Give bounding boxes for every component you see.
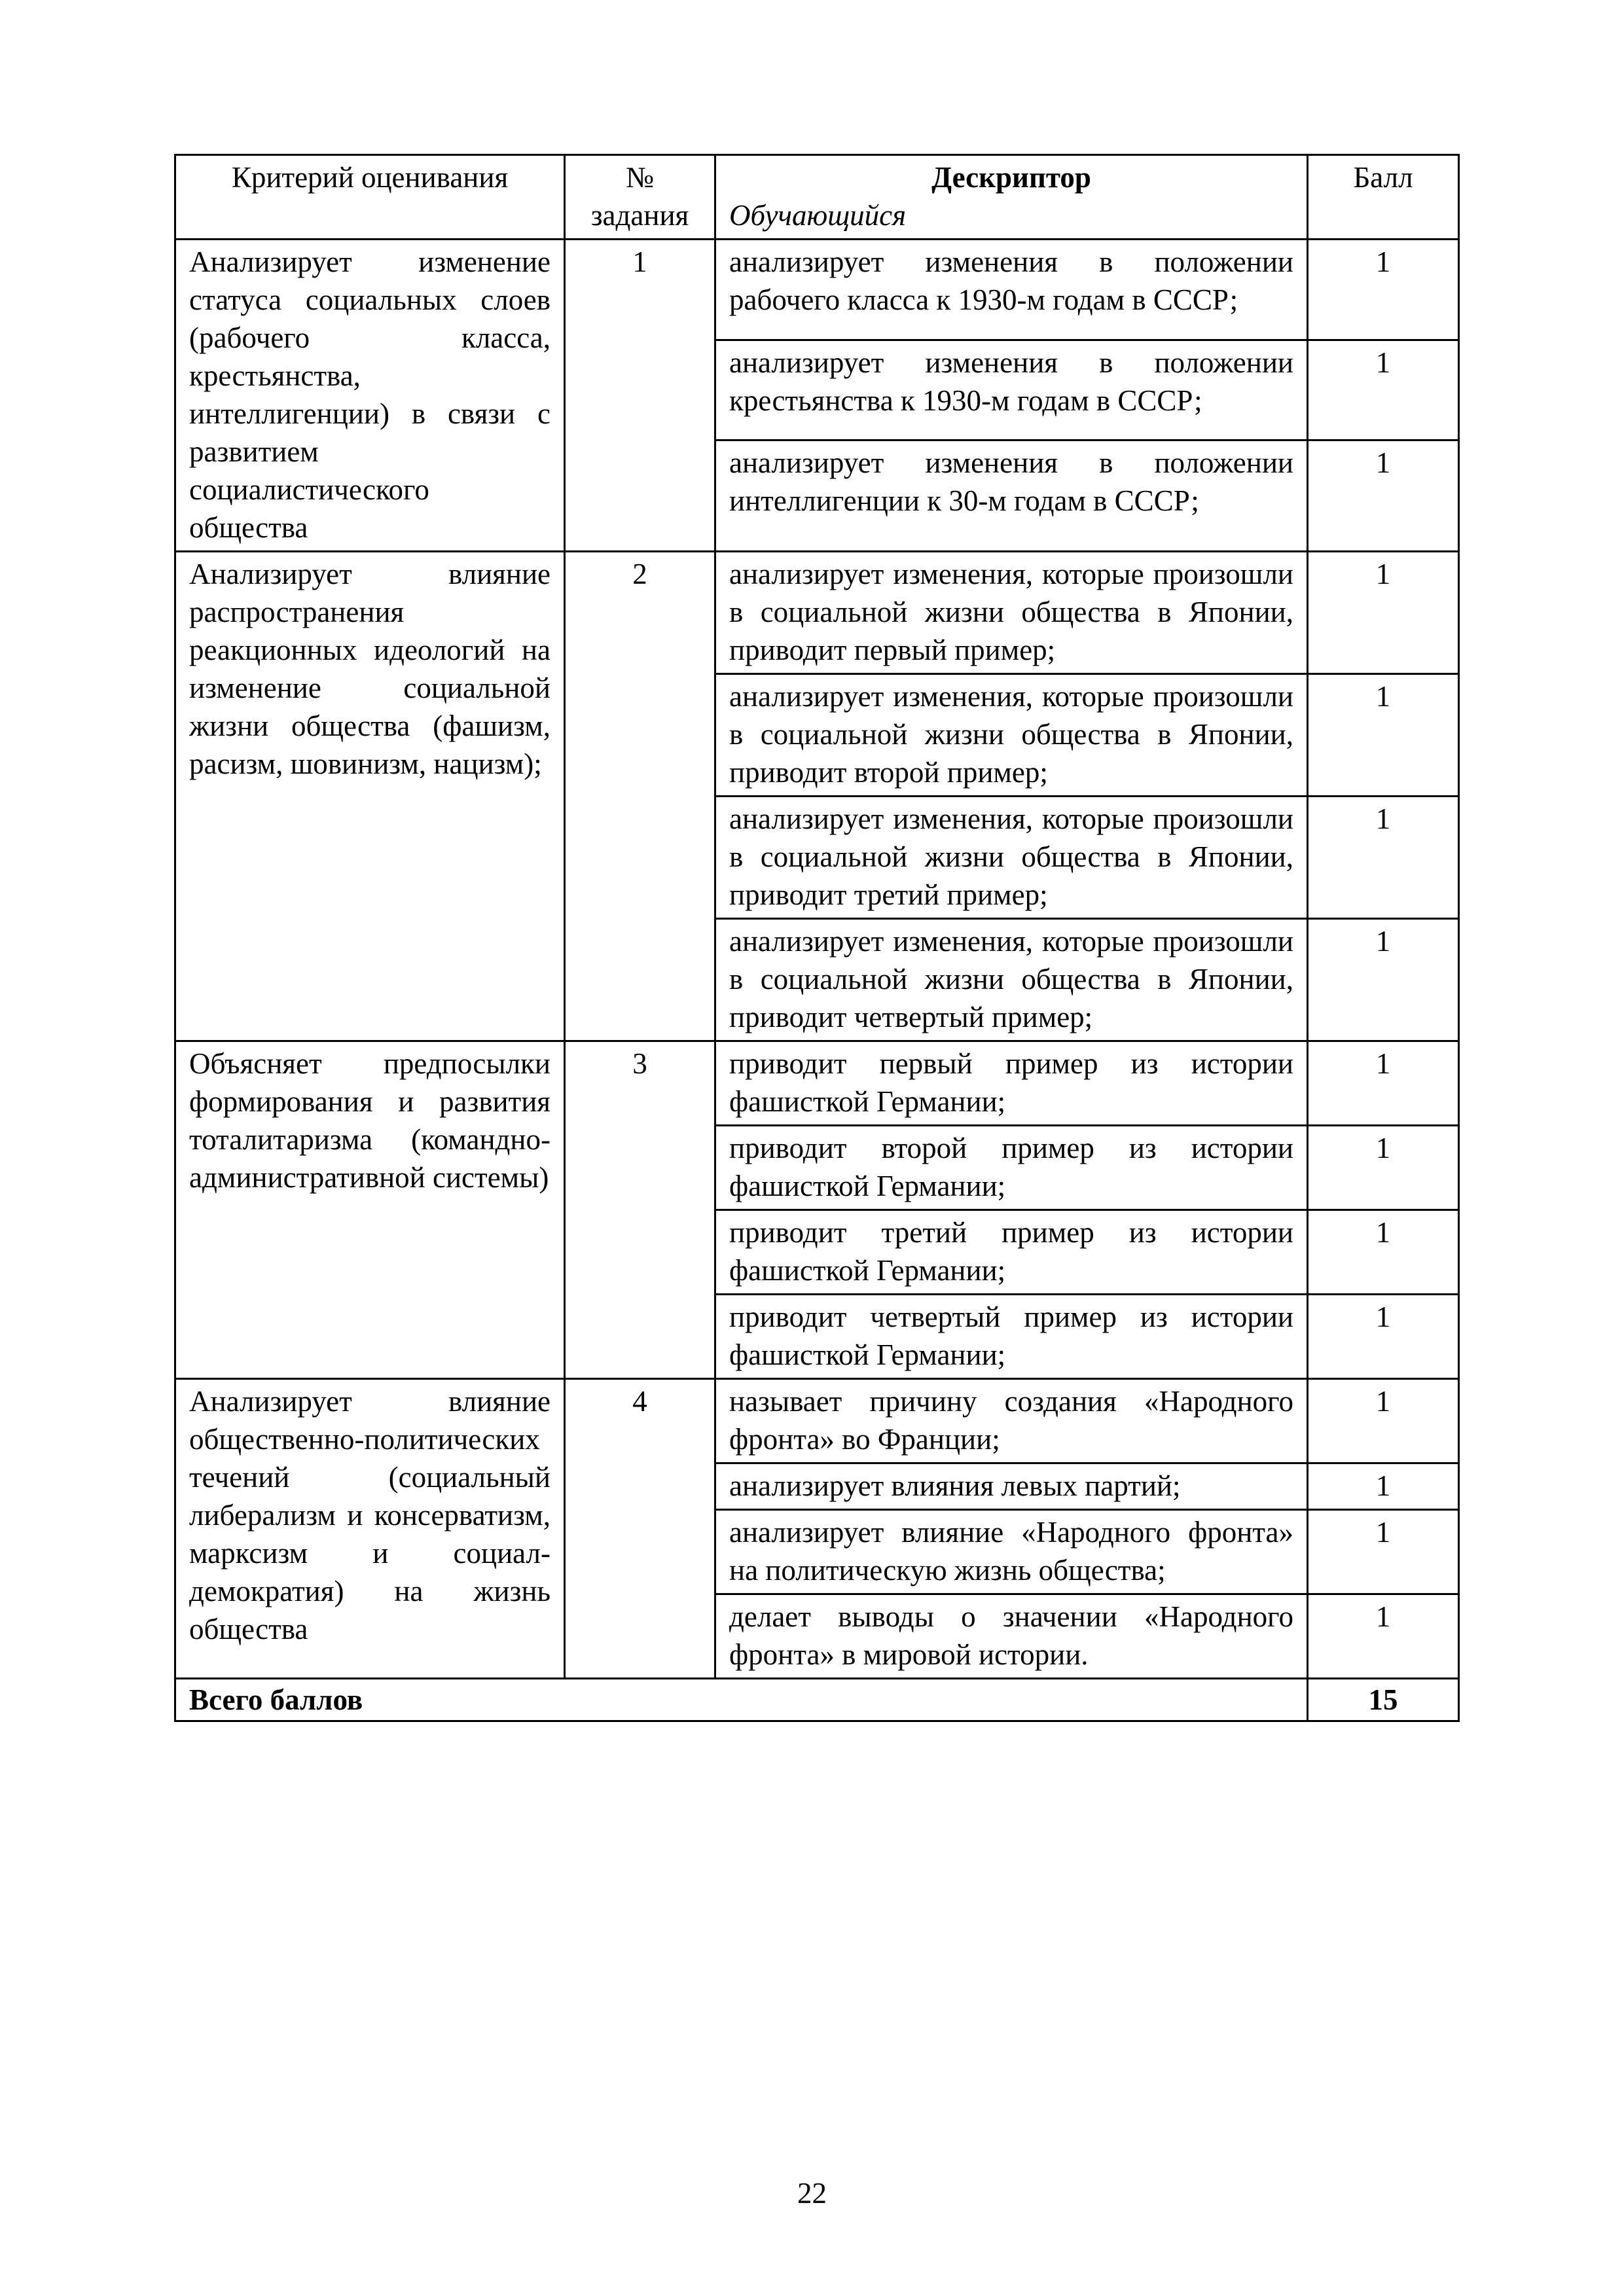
- score-cell: 1: [1308, 240, 1459, 340]
- assessment-rubric-table: [174, 154, 1460, 1722]
- table-row: [175, 552, 1459, 674]
- score-cell: 1: [1308, 1510, 1459, 1594]
- header-descriptor-title: Дескриптор: [931, 161, 1091, 194]
- table-row: [175, 1379, 1459, 1463]
- score-cell: 1: [1308, 1463, 1459, 1510]
- header-criterion: Критерий оценивания: [175, 155, 565, 240]
- criterion-cell: Анализирует изменение статуса социальных слоев (рабочего класса, крестьянства, интеллигенции) в связи с развитием социалистического общества: [175, 240, 565, 552]
- task-number-cell: 1: [565, 240, 715, 552]
- page-number: 22: [797, 2177, 827, 2210]
- score-cell: 1: [1308, 552, 1459, 674]
- table-row: [175, 240, 1459, 340]
- score-cell: 1: [1308, 1126, 1459, 1210]
- score-cell: 1: [1308, 1041, 1459, 1126]
- total-label: Всего баллов: [175, 1679, 1308, 1721]
- descriptor-cell: приводит четвертый пример из истории фашисткой Германии;: [715, 1295, 1308, 1379]
- descriptor-cell: анализирует влияния левых партий;: [715, 1463, 1308, 1510]
- descriptor-cell: приводит первый пример из истории фашисткой Германии;: [715, 1041, 1308, 1126]
- descriptor-cell: анализирует влияние «Народного фронта» на политическую жизнь общества;: [715, 1510, 1308, 1594]
- score-cell: 1: [1308, 1594, 1459, 1679]
- table-header-row: [175, 155, 1459, 240]
- descriptor-cell: анализирует изменения, которые произошли в социальной жизни общества в Японии, приводит четвертый пример;: [715, 919, 1308, 1041]
- descriptor-cell: приводит третий пример из истории фашисткой Германии;: [715, 1210, 1308, 1295]
- header-descriptor: [715, 155, 1308, 240]
- score-cell: 1: [1308, 340, 1459, 440]
- task-number-cell: 3: [565, 1041, 715, 1379]
- total-score: 15: [1308, 1679, 1459, 1721]
- descriptor-cell: называет причину создания «Народного фронта» во Франции;: [715, 1379, 1308, 1463]
- header-score: Балл: [1308, 155, 1459, 240]
- score-cell: 1: [1308, 440, 1459, 552]
- score-cell: 1: [1308, 919, 1459, 1041]
- descriptor-cell: анализирует изменения, которые произошли в социальной жизни общества в Японии, приводит третий пример;: [715, 797, 1308, 919]
- descriptor-cell: приводит второй пример из истории фашисткой Германии;: [715, 1126, 1308, 1210]
- total-row: [175, 1679, 1459, 1721]
- descriptor-cell: делает выводы о значении «Народного фронта» в мировой истории.: [715, 1594, 1308, 1679]
- table-row: [175, 1041, 1459, 1126]
- criterion-cell: Анализирует влияние общественно-политических течений (социальный либерализм и консерватизм, марксизм и социал-демократия) на жизнь общества: [175, 1379, 565, 1679]
- task-number-cell: 4: [565, 1379, 715, 1679]
- score-cell: 1: [1308, 797, 1459, 919]
- criterion-cell: Объясняет предпосылки формирования и развития тоталитаризма (командно-административной системы): [175, 1041, 565, 1379]
- criterion-cell: Анализирует влияние распространения реакционных идеологий на изменение социальной жизни общества (фашизм, расизм, шовинизм, нацизм);: [175, 552, 565, 1041]
- task-number-cell: 2: [565, 552, 715, 1041]
- score-cell: 1: [1308, 1379, 1459, 1463]
- score-cell: 1: [1308, 1295, 1459, 1379]
- descriptor-cell: анализирует изменения, которые произошли в социальной жизни общества в Японии, приводит первый пример;: [715, 552, 1308, 674]
- header-descriptor-subtitle: Обучающийся: [729, 199, 907, 232]
- descriptor-cell: анализирует изменения в положении рабочего класса к 1930-м годам в СССР;: [715, 240, 1308, 340]
- header-task-number: № задания: [565, 155, 715, 240]
- descriptor-cell: анализирует изменения в положении крестьянства к 1930-м годам в СССР;: [715, 340, 1308, 440]
- descriptor-cell: анализирует изменения, которые произошли в социальной жизни общества в Японии, приводит второй пример;: [715, 674, 1308, 797]
- score-cell: 1: [1308, 674, 1459, 797]
- score-cell: 1: [1308, 1210, 1459, 1295]
- descriptor-cell: анализирует изменения в положении интеллигенции к 30-м годам в СССР;: [715, 440, 1308, 552]
